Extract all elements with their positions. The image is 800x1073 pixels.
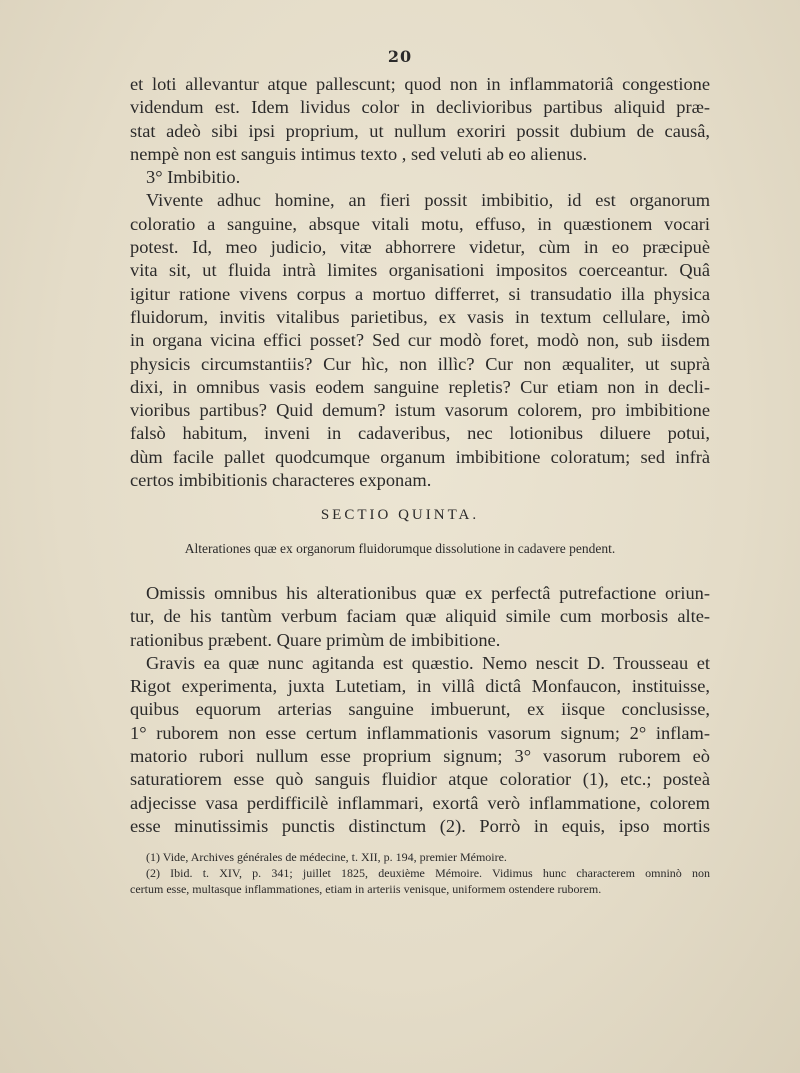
text-line: videndum est. Idem lividus color in declivioribus partibus aliquid præ- [130, 97, 710, 118]
text-line: rationibus præbent. Quare primùm de imbibitione. [130, 629, 501, 650]
text-line: in organa vicina effici posset? Sed cur modò foret, modò non, sub iisdem [130, 330, 710, 351]
text-line: stat adeò sibi ipsi proprium, ut nullum exoriri possit dubium de causâ, [130, 120, 710, 141]
text-line: falsò habitum, inveni in cadaveribus, nec lotionibus diluere potui, [130, 423, 710, 444]
text-block-lower [130, 582, 710, 838]
text-line: nempè non est sanguis intimus texto , sed veluti ab eo alienus. [130, 143, 588, 164]
text-line: matorio rubori nullum esse proprium signum; 3° vasorum ruborem eò [130, 746, 710, 767]
text-line: Rigot experimenta, juxta Lutetiam, in villâ dictâ Monfaucon, instituisse, [130, 676, 710, 697]
footnotes [130, 849, 710, 897]
text-line: quibus equorum arterias sanguine imbuerunt, ex iisque conclusisse, [130, 699, 710, 720]
text-line: fluidorum, invitis vitalibus parietibus, ex vasis in textum cellulare, imò [130, 306, 710, 327]
section-title: SECTIO QUINTA. [320, 507, 480, 523]
text-line: vita sit, ut fluida intrà limites organisationi impositos coerceantur. Quâ [130, 260, 710, 281]
text-line: saturatiorem esse quò sanguis fluidior atque coloratior (1), etc.; posteà [130, 769, 710, 790]
page-number: 20 [387, 47, 413, 66]
text-block-upper [130, 73, 710, 492]
text-line: adjecisse vasa perdifficilè inflammari, exortâ verò inflammatione, colorem [130, 792, 710, 813]
text-line: tur, de his tantùm verbum faciam quæ aliquid simile cum morbosis alte- [130, 606, 710, 627]
text-line: Omissis omnibus his alterationibus quæ ex perfectâ putrefactione oriun- [146, 583, 710, 603]
text-line: coloratio a sanguine, absque vitali motu, effuso, in quæstionem vocari [130, 213, 710, 234]
text-line: physicis circumstantiis? Cur hìc, non illìc? Cur non æqualiter, ut suprà [130, 353, 710, 374]
footnote-2-continued: certum esse, multasque inflammationes, etiam in arteriis venisque, uniformem ostendere ruborem. [130, 882, 602, 896]
footnote-2: (2) Ibid. t. XIV, p. 341; juillet 1825, deuxième Mémoire. Vidimus hunc characterem omninò non [146, 866, 710, 880]
text-line: 1° ruborem non esse certum inflammationis vasorum signum; 2° inflam- [130, 722, 710, 743]
subheading-imbibitio: 3° Imbibitio. [146, 167, 241, 188]
text-line: dùm facile pallet quodcumque organum imbibitione coloratum; sed infrà [130, 446, 710, 467]
text-line: esse minutissimis punctis distinctum (2). Porrò in equis, ipso mortis [130, 815, 710, 836]
text-line: vioribus partibus? Quid demum? istum vasorum colorem, pro imbibitione [130, 400, 710, 421]
text-line: igitur ratione vivens corpus a mortuo differret, si transudatio illa physica [130, 283, 710, 304]
text-line: Vivente adhuc homine, an fieri possit imbibitio, id est organorum [146, 190, 710, 211]
text-line: certos imbibitionis characteres exponam. [130, 470, 432, 491]
footnote-1: (1) Vide, Archives générales de médecine, t. XII, p. 194, premier Mémoire. [146, 850, 507, 864]
section-subtitle: Alterationes quæ ex organorum fluidorumque dissolutione in cadavere pendent. [184, 541, 616, 556]
text-line: Gravis ea quæ nunc agitanda est quæstio. Nemo nescit D. Trousseau et [146, 652, 710, 673]
text-line: potest. Id, meo judicio, vitæ abhorrere videtur, cùm in eo præcipuè [130, 237, 710, 258]
text-line: et loti allevantur atque pallescunt; quod non in inflammatoriâ congestione [130, 74, 710, 94]
text-line: dixi, in omnibus vasis eodem sanguine repletis? Cur etiam non in decli- [130, 376, 710, 397]
